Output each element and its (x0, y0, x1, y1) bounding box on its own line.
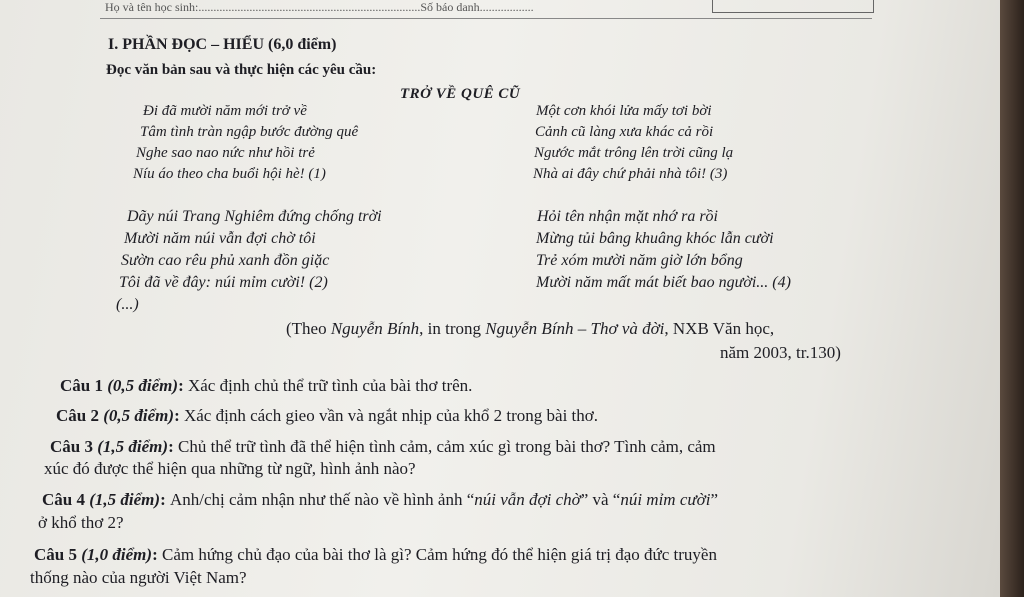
question-3-cont: xúc đó được thể hiện qua những từ ngữ, hình ảnh nào? (44, 459, 416, 478)
question-4-cont: ở khổ thơ 2? (38, 513, 124, 532)
book-title: Nguyễn Bính – Thơ và đời (485, 319, 665, 338)
poem-line: Dãy núi Trang Nghiêm đứng chống trời (127, 208, 382, 225)
poem-line: Mười năm mất mát biết bao người... (4) (536, 274, 791, 291)
section-title: I. PHẦN ĐỌC – HIỂU (6,0 điểm) (108, 36, 337, 53)
poem-line: Hỏi tên nhận mặt nhớ ra rồi (537, 208, 718, 225)
question-2: Câu 2 (0,5 điểm): Xác định cách gieo vần và ngắt nhịp của khổ 2 trong bài thơ. (56, 406, 599, 425)
student-info-line: Họ và tên học sinh:..........................................................................Số báo danh.................. (105, 0, 534, 14)
poem-line: Một cơn khói lửa mấy tơi bời (536, 103, 712, 119)
poem-line: Sườn cao rêu phủ xanh đồn giặc (121, 252, 330, 269)
question-4: Câu 4 (1,5 điểm): Anh/chị cảm nhận như thế nào về hình ảnh “núi vẫn đợi chờ” và “núi mỉm cười” (42, 490, 718, 509)
poem-line: Tôi đã về đây: núi mỉm cười! (2) (119, 274, 328, 291)
question-1: Câu 1 (0,5 điểm): Xác định chủ thể trữ tình của bài thơ trên. (60, 376, 473, 395)
poem-line: Đi đã mười năm mới trở về (143, 103, 307, 119)
poem-line: Mười năm núi vẫn đợi chờ tôi (124, 230, 316, 247)
source-citation-line2: năm 2003, tr.130) (720, 343, 841, 362)
poem-line: Ngước mắt trông lên trời cũng lạ (534, 145, 734, 161)
question-3: Câu 3 (1,5 điểm): Chủ thể trữ tình đã thể hiện tình cảm, cảm xúc gì trong bài thơ? Tình cảm, cảm (50, 437, 716, 456)
poem-line: Mừng tủi bâng khuâng khóc lẫn cười (536, 230, 774, 247)
question-5-cont: thống nào của người Việt Nam? (30, 568, 247, 587)
poem-ellipsis: (...) (116, 296, 139, 313)
poem-title: TRỞ VỀ QUÊ CŨ (400, 86, 521, 102)
header-divider (100, 18, 872, 19)
source-citation: (Theo Nguyễn Bính, in trong Nguyễn Bính – Thơ và đời, NXB Văn học, (286, 319, 775, 338)
question-5: Câu 5 (1,0 điểm): Cảm hứng chủ đạo của bài thơ là gì? Cảm hứng đó thể hiện giá trị đạo đức truyền (34, 545, 717, 564)
instruction-text: Đọc văn bản sau và thực hiện các yêu cầu: (106, 62, 377, 78)
poem-line: Cảnh cũ làng xưa khác cả rồi (535, 124, 714, 140)
score-box (712, 0, 874, 13)
poem-line: Níu áo theo cha buổi hội hè! (1) (133, 166, 326, 182)
poem-line: Nghe sao nao nức như hồi trẻ (136, 145, 315, 161)
poem-line: Tâm tình tràn ngập bước đường quê (140, 124, 359, 140)
author-name: Nguyễn Bính (330, 319, 420, 338)
poem-line: Nhà ai đây chứ phải nhà tôi! (3) (533, 166, 728, 182)
table-background (1000, 0, 1024, 597)
poem-line: Trẻ xóm mười năm giờ lớn bổng (536, 252, 743, 269)
